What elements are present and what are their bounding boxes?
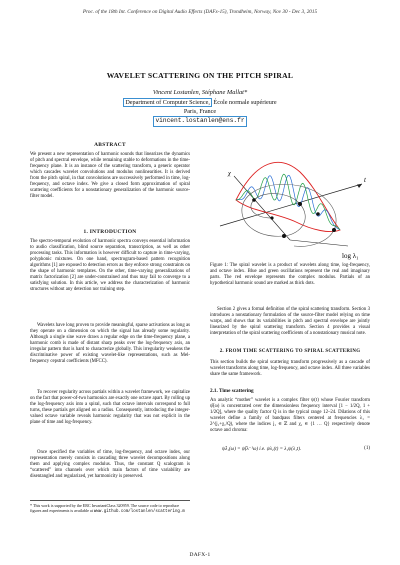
equation-1-number: (1) [364, 446, 370, 451]
conference-header: Proc. of the 18th Int. Conference on Digital Audio Effects (DAFx-15), Trondheim, Norway, Nov 30 - Dec 3, 2015 [82, 9, 318, 15]
partial-dot [316, 212, 320, 216]
outline-paragraph: Section 2 gives a formal definition of the spiral scattering transform. Section 3 introduces a nonstationary formulation of the source-filter model relying on time warps, and shows that its variabilities in pitch and spectral envelope are jointly linearized by the spiral scattering transform. Section 4 provides a visual interpretation of the spiral scattering coefficients of a nonstationary musical note. [210, 307, 370, 337]
school-name: École normale supérieure [213, 99, 277, 106]
section-2-heading: 2. FROM TIME SCATTERING TO SPIRAL SCATTERING [219, 349, 361, 354]
author-email-link[interactable]: vincent.lostanlen@ens.fr [153, 116, 246, 127]
time-scattering-paragraph: An analytic “mother” wavelet is a complex filter ψ(t) whose Fourier transform ψ̂(ω) is concentrated over the dimensionless frequency interval [1 − 1/2Q, 1 + 1/2Q], where the quality factor Q is in the typical range 12–24. Dilations of this wavelet define a family of bandpass filters centered at frequencies λ₁ = 2^(j₁+χ₁/Q), where the indices j₁ ∈ ℤ and χ₁ ∈ {1 … Q} respectively denote octave and chroma: [210, 398, 370, 434]
section-2-intro: This section builds the spiral scattering transform progressively as a cascade of wavelet transforms along time, log-frequency, and octave index. All three variables share the same framework. [210, 360, 370, 378]
subsection-2-1-heading: 2.1. Time scattering [210, 388, 254, 394]
partial-dot [282, 234, 286, 238]
intro-paragraph-4: Once specified the variables of time, log-frequency, and octave index, our representation merely consists in cascading three wavelet decompositions along them and applying complex modulus. Thus, the constant Q scalogram is “scattered” into channels over which main factors of time variability are disentangled and regularized, yet harmonicity is preserved. [30, 450, 190, 480]
department-link[interactable]: Department of Computer Science, [125, 99, 210, 106]
time-axis-label: t [364, 176, 366, 184]
partial-dot [270, 216, 273, 219]
equation-1 [222, 446, 370, 452]
modulus-envelope [236, 162, 340, 231]
paper-title: WAVELET SCATTERING ON THE PITCH SPIRAL [106, 71, 294, 80]
log-frequency-axis-label: $\log \lambda_1$ [342, 252, 359, 260]
paper-authors: Vincent Lostanlen, Stéphane Mallat* [152, 89, 248, 96]
abstract-heading: ABSTRACT [94, 142, 126, 148]
intro-paragraph-2: Wavelets have long proven to provide meaningful, sparse activations as long as they operate on a dimension on which the signal has already some regularity. Although a single sine wave draws a regular edge on the time-frequency plane, a harmonic comb is made of distant sharp peaks over the log-frequency axis, an irregular pattern that is hard to characterize globally. This irregularity weakens the discriminative power of existing wavelet-like representations, such as Mel-frequency cepstral coefficients (MFCC). [30, 323, 190, 365]
spiral-wavelet-figure [214, 142, 372, 260]
source-code-link[interactable]: www.github.com/lostanlen/scattering.m [93, 510, 185, 515]
equation-1-body: ψ̂λ₁(ω) = ψ̂(λ⁻¹ω) i.e. ψλ₁(t) = λ₁ψ(λ₁t). [222, 447, 302, 452]
partial-dot [252, 198, 256, 202]
footnote-text: * This work is supported by the ERC InvariantClass 320959. The source code to reproduce figures and experiments is available at [30, 503, 180, 514]
imaginary-part-oscillation [236, 174, 340, 230]
chroma-axis-label: χ [228, 170, 231, 177]
time-axis-arrow-icon [357, 184, 362, 188]
page-number: DAFX-1 [189, 552, 211, 558]
affiliation-city: Paris, France [183, 107, 217, 115]
partial-dot [332, 228, 336, 232]
abstract-text: We present a new representation of harmonic sounds that linearizes the dynamics of pitch and spectral envelope, while remaining stable to deformations in the time-frequency plane. It is an instance of the scattering transform, a generic operator which cascades wavelet convolutions and modulus nonlinearities. It is derived from the pitch spiral, in that convolutions are successively performed in time, log-frequency, and octave index. We give a closed form approximation of spiral scattering coefficients for a nonstationary generalization of the harmonic source-filter model. [30, 152, 190, 200]
partial-dot [298, 202, 302, 206]
footnote [30, 500, 190, 515]
intro-heading: 1. INTRODUCTION [83, 229, 137, 235]
intro-paragraph-1: The spectro-temporal evolution of harmonic spectra conveys essential information to audio classification, blind source separation, transcription, as well as other processing tasks. This information is however difficult to capture in time-varying, polyphonic mixtures. On one hand, spectrogram-based pattern recognition algorithms [1] are exposed to detection errors as they enforce strong constraints on the shape of harmonic templates. On the other, time-varying generalizations of matrix factorization [2] are under-constrained and thus may fail to converge to a satisfying solution. In this article, we address the characterization of harmonic structures without any detection nor training step. [30, 239, 190, 293]
figure-caption: Figure 1: The spiral wavelet is a product of wavelets along time, log-frequency, and octave index. Blue and green oscillations represent the real and imaginary parts. The red envelope represents the complex modulus. Partials of an hypothetical harmonic sound are marked as thick dots. [210, 263, 370, 287]
intro-paragraph-3: To recover regularity across partials within a wavelet framework, we capitalize on the fact that power-of-two harmonics are exactly one octave apart. By rolling up the log-frequency axis into a spiral, such that octave intervals correspond to full turns, these partials get aligned on a radius. Consequently, introducing the integer-valued octave variable reveals harmonic regularity that was not explicit in the plane of time and log-frequency. [30, 390, 191, 426]
affiliation-block [0, 99, 400, 127]
